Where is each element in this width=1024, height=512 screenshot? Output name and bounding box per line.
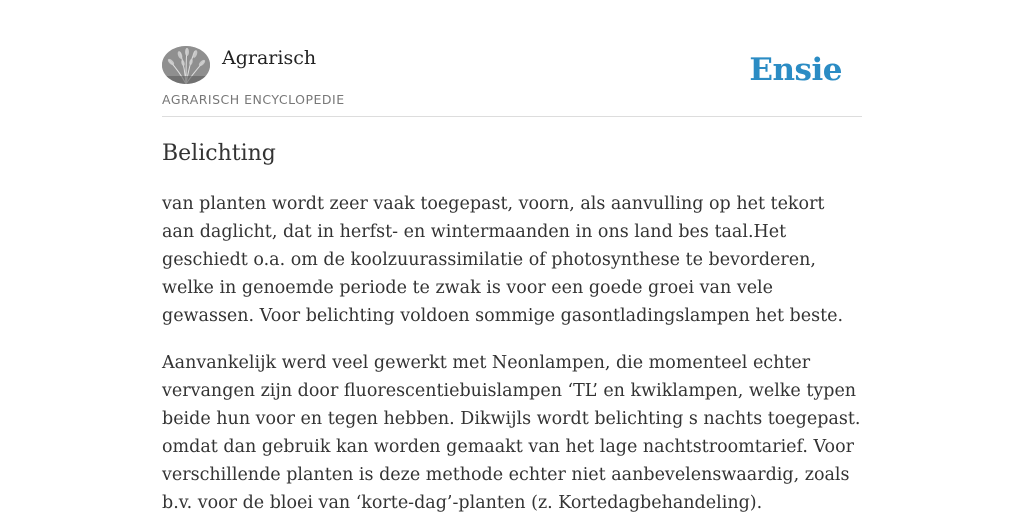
article [162,138,862,512]
article-paragraph: Aanvankelijk werd veel gewerkt met Neonlampen, die momenteel echter vervangen zijn door fluorescentiebuislampen ‘TL’ en kwiklampen, welke typen beide hun voor en tegen hebben. Dikwijls wordt belichting s nachts toegepast. omdat dan gebruik kan worden gemaakt van het lage nachtstroomtarief. Voor verschillende planten is deze methode echter niet aanbevelenswaardig, zoals b.v. voor de bloei van ‘korte-dag’-planten (z. Kortedagbehandeling). [162,353,861,512]
wheat-ears-icon [162,46,210,84]
article-title: Belichting [162,141,276,166]
source-avatar[interactable] [162,46,210,84]
brand-logo[interactable]: Ensie [749,52,842,88]
site-header [162,44,862,117]
article-paragraph: van planten wordt zeer vaak toegepast, voorn, als aanvulling op het tekort aan daglicht, dat in herfst- en wintermaanden in ons land bes taal.Het geschiedt o.a. om de koolzuurassimilatie of photosynthese te bevorderen, welke in genoemde periode te zwak is voor een goede groei van vele gewassen. Voor belichting voldoen sommige gasontladingslampen het beste. [162,194,844,326]
source-name[interactable]: Agrarisch [222,47,317,69]
source-subtitle: AGRARISCH ENCYCLOPEDIE [162,92,345,107]
